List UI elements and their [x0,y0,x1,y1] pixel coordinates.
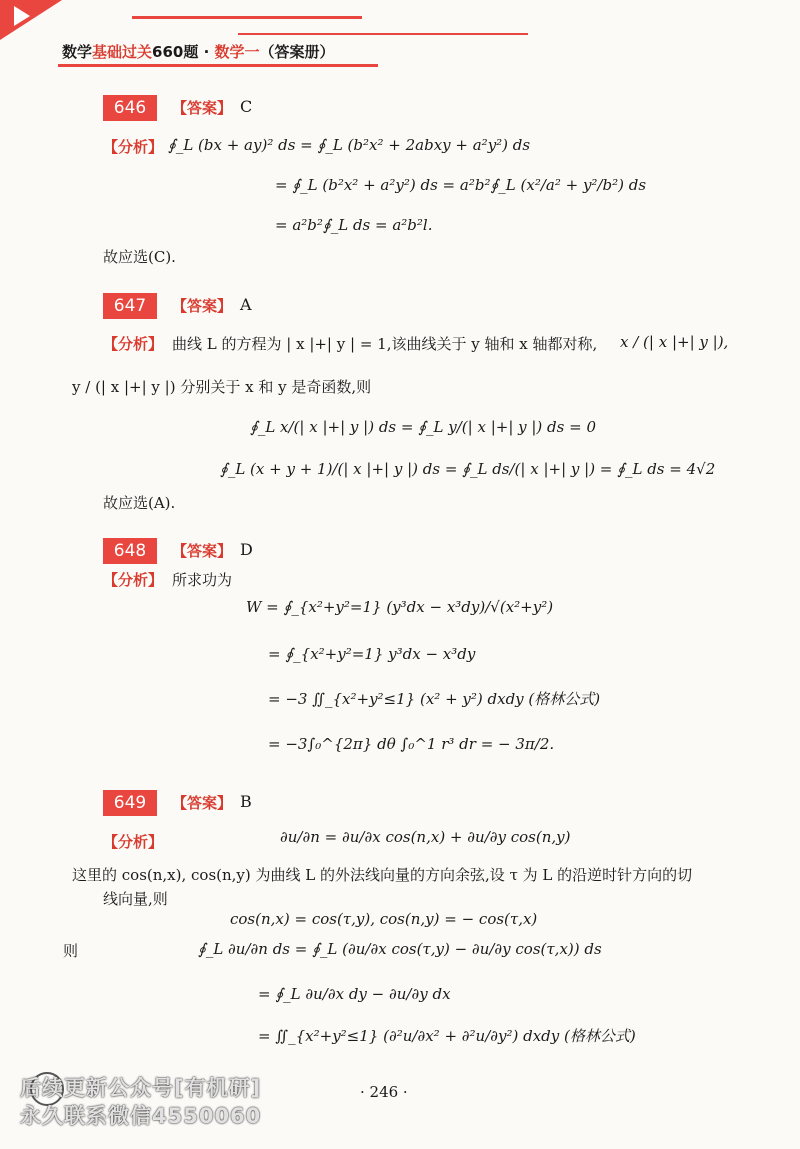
answer-label: 【答案】 [172,297,233,315]
problem-number-646: 646 [103,95,157,121]
equation-line: W = ∮_{x²+y²=1} (y³dx − x³dy)/√(x²+y²) [246,598,554,616]
equation-line: ∂u/∂n = ∂u/∂x cos(n,x) + ∂u/∂y cos(n,y) [280,828,571,846]
problem-number-648: 648 [103,538,157,564]
book-title: 数学基础过关660题 · 数学一（答案册） [62,43,335,61]
analysis-text: 则 [63,942,79,960]
analysis-text: 曲线 L 的方程为 | x |+| y | = 1,该曲线关于 y 轴和 x 轴都对称, [172,335,598,353]
analysis-label: 【分析】 [103,571,164,589]
equation-line: = −3∫₀^{2π} dθ ∫₀^1 r³ dr = − 3π/2. [268,735,555,753]
equation-line: ∮_L (x + y + 1)/(| x |+| y |) ds = ∮_L ds/(| x |+| y |) = ∮_L ds = 4√2 [220,460,716,478]
analysis-label: 【分析】 [103,335,164,353]
answer-value: A [240,295,252,314]
equation-line: ∮_L x/(| x |+| y |) ds = ∮_L y/(| x |+| y |) ds = 0 [250,418,597,436]
analysis-text: 所求功为 [172,571,233,589]
analysis-text: 线向量,则 [103,890,168,908]
answer-value: B [240,792,252,811]
equation-line: cos(n,x) = cos(τ,y), cos(n,y) = − cos(τ,x) [230,910,538,928]
problem-number-649: 649 [103,790,157,816]
equation-line: = ∮_L ∂u/∂x dy − ∂u/∂y dx [258,985,451,1003]
analysis-label: 【分析】 [103,833,164,851]
analysis-text: 这里的 cos(n,x), cos(n,y) 为曲线 L 的外法线向量的方向余弦,设 τ 为 L 的沿逆时针方向的切 [72,866,693,884]
answer-value: C [240,97,253,116]
equation-line: ∮_L ∂u/∂n ds = ∮_L (∂u/∂x cos(τ,y) − ∂u/∂y cos(τ,x)) ds [198,940,602,958]
watermark-text: 永久联系微信4550060 [20,1104,262,1128]
header-triangle [0,0,62,40]
answer-label: 【答案】 [172,99,233,117]
problem-number-647: 647 [103,293,157,319]
page-number: · 246 · [360,1083,408,1101]
conclusion: 故应选(C). [103,248,176,266]
answer-label: 【答案】 [172,542,233,560]
analysis-label: 【分析】 [103,138,164,156]
answer-label: 【答案】 [172,794,233,812]
fraction: x / (| x |+| y |), [620,333,729,351]
header-rule [132,16,362,19]
header-rule [238,33,528,35]
equation-line: = ∬_{x²+y²≤1} (∂²u/∂x² + ∂²u/∂y²) dxdy (格林公式) [258,1027,636,1045]
watermark-text: 后续更新公众号[有机研] [20,1076,262,1100]
equation-line: = −3 ∬_{x²+y²≤1} (x² + y²) dxdy (格林公式) [268,690,601,708]
conclusion: 故应选(A). [103,494,176,512]
equation-line: = ∮_L (b²x² + a²y²) ds = a²b²∮_L (x²/a² + y²/b²) ds [275,176,647,194]
page-header [0,0,800,80]
play-icon [14,6,30,26]
equation-line: = ∮_{x²+y²=1} y³dx − x³dy [268,645,476,663]
answer-value: D [240,540,253,559]
header-rule [58,64,378,67]
equation-line: ∮_L (bx + ay)² ds = ∮_L (b²x² + 2abxy + a²y²) ds [168,136,531,154]
analysis-text: y / (| x |+| y |) 分别关于 x 和 y 是奇函数,则 [72,378,372,396]
equation-line: = a²b²∮_L ds = a²b²l. [275,216,433,234]
